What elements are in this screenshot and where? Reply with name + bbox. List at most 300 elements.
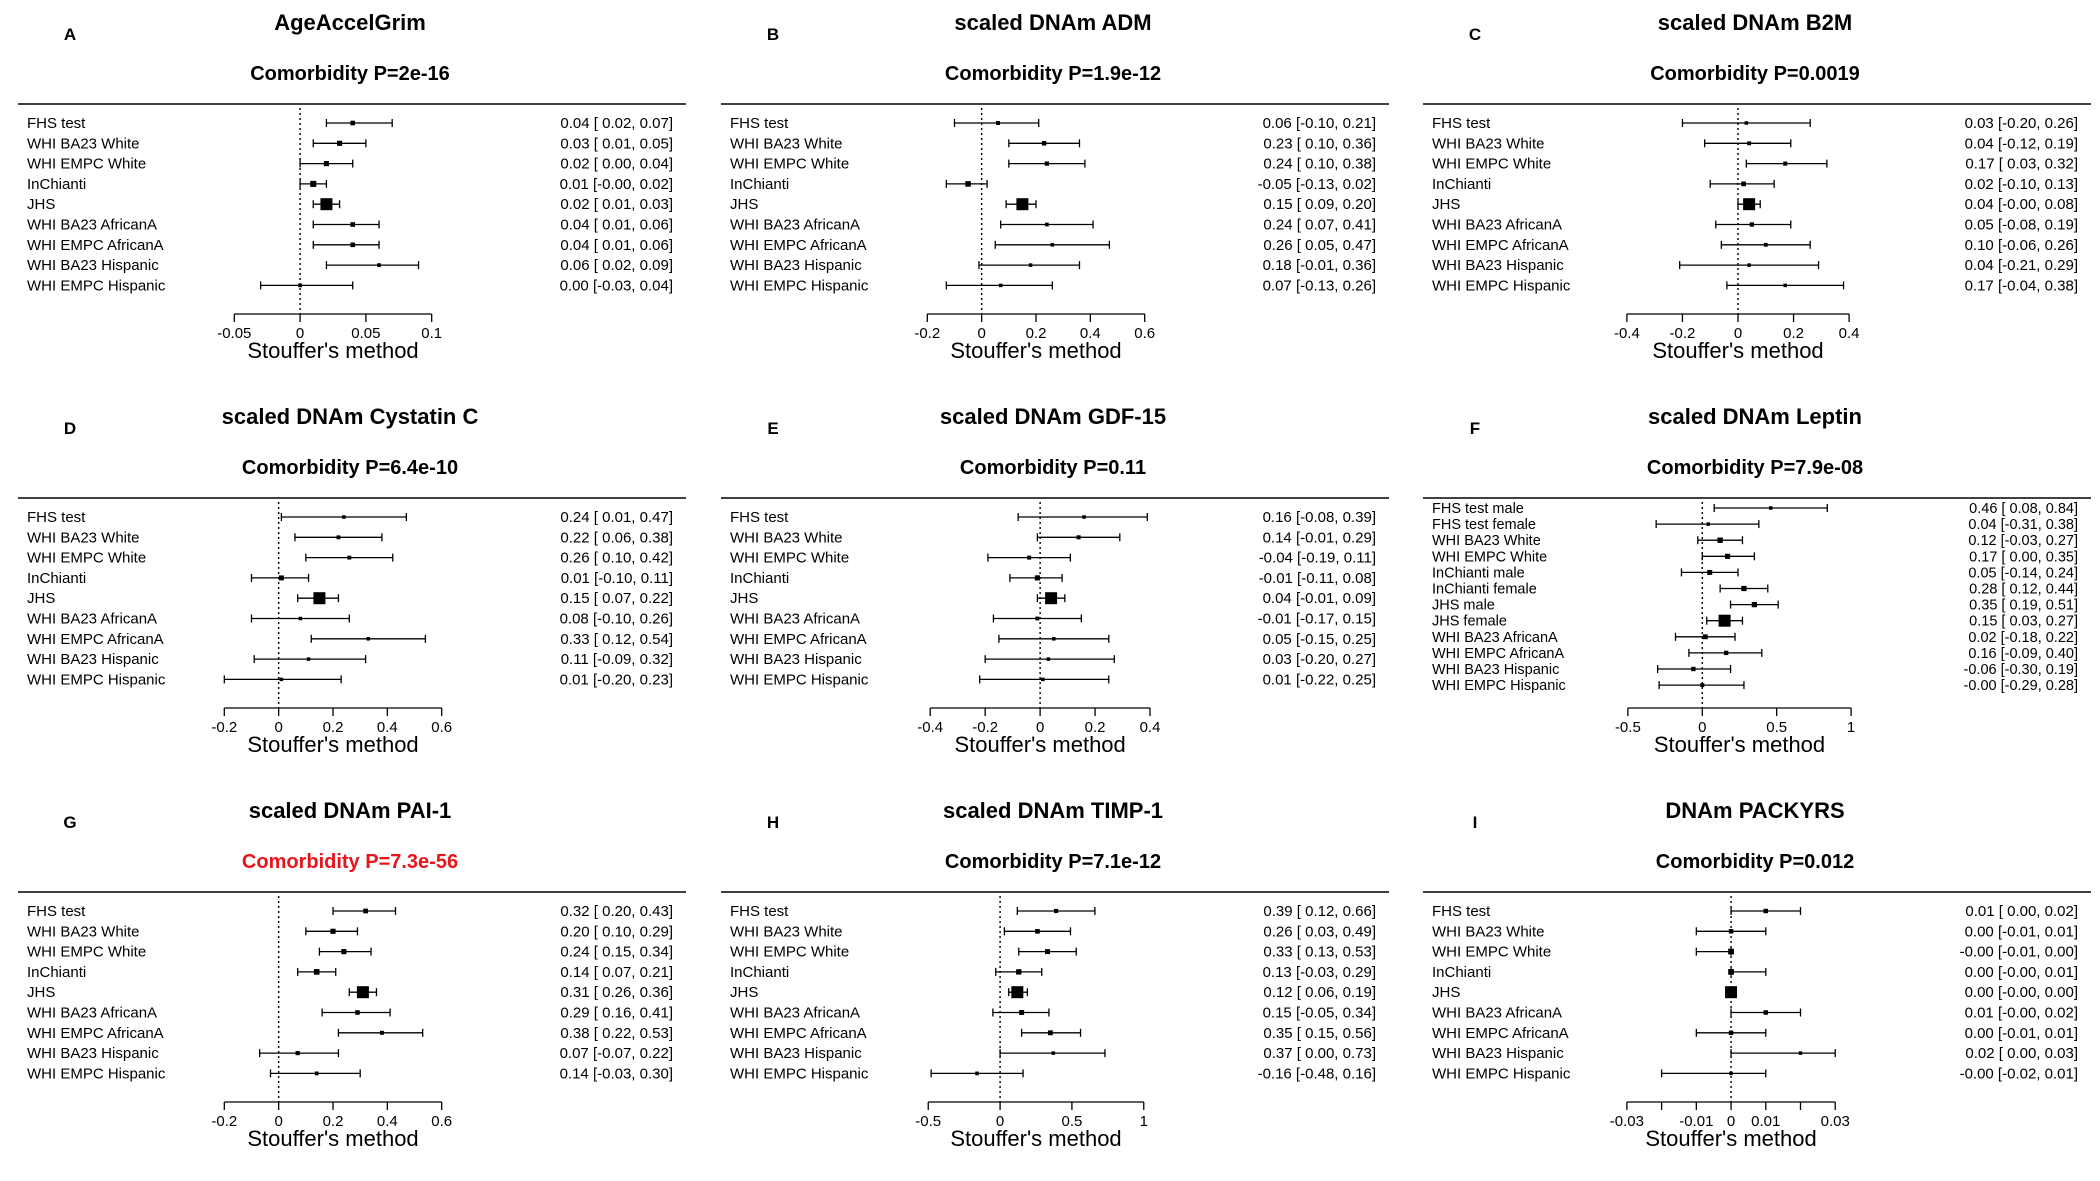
- point-estimate: [367, 637, 371, 641]
- x-axis-label: Stouffer's method: [247, 732, 419, 757]
- effect-ci-text: 0.02 [ 0.00, 0.04]: [560, 155, 673, 173]
- point-estimate: [1725, 986, 1737, 998]
- effect-ci-text: 0.02 [ 0.00, 0.03]: [1965, 1045, 2078, 1063]
- effect-ci-text: 0.15 [-0.05, 0.34]: [1262, 1004, 1376, 1022]
- effect-ci-text: 0.39 [ 0.12, 0.66]: [1263, 903, 1376, 920]
- study-label: WHI BA23 Hispanic: [27, 257, 159, 275]
- effect-ci-text: -0.01 [-0.11, 0.08]: [1258, 569, 1376, 587]
- point-estimate: [1752, 602, 1757, 607]
- study-label: FHS test male: [1432, 501, 1524, 517]
- effect-ci-text: 0.01 [-0.10, 0.11]: [560, 569, 673, 587]
- effect-ci-text: -0.00 [-0.02, 0.01]: [1959, 1065, 2078, 1083]
- effect-ci-text: 0.28 [ 0.12, 0.44]: [1969, 581, 2078, 598]
- x-tick-label: 0.6: [431, 1113, 453, 1130]
- effect-ci-text: 0.35 [ 0.19, 0.51]: [1969, 597, 2078, 614]
- x-axis-label: Stouffer's method: [1645, 1126, 1817, 1151]
- study-label: JHS: [27, 984, 56, 1002]
- point-estimate: [380, 1031, 384, 1035]
- study-label: InChianti: [27, 569, 87, 587]
- effect-ci-text: 0.26 [ 0.03, 0.49]: [1263, 923, 1376, 941]
- effect-ci-text: 0.04 [ 0.01, 0.06]: [560, 236, 673, 254]
- x-tick-label: 0: [274, 1113, 283, 1130]
- point-estimate: [313, 592, 325, 604]
- effect-ci-text: 0.04 [ 0.01, 0.06]: [560, 216, 673, 234]
- effect-ci-text: 0.06 [ 0.02, 0.09]: [560, 257, 673, 275]
- panel-title: scaled DNAm Leptin: [1648, 404, 1862, 429]
- study-label: WHI BA23 Hispanic: [730, 1045, 862, 1063]
- point-estimate: [342, 515, 346, 519]
- x-tick-label: 0.2: [1025, 325, 1047, 342]
- point-estimate: [1769, 506, 1773, 510]
- point-estimate: [1764, 243, 1768, 247]
- point-estimate: [1700, 683, 1704, 687]
- panel-title: scaled DNAm B2M: [1657, 10, 1853, 35]
- effect-ci-text: 0.37 [ 0.00, 0.73]: [1263, 1045, 1376, 1063]
- x-axis-label: Stouffer's method: [1652, 338, 1824, 363]
- study-label: WHI BA23 AfricanA: [1432, 629, 1558, 646]
- effect-ci-text: 0.24 [ 0.10, 0.38]: [1263, 155, 1376, 173]
- effect-ci-text: 0.00 [-0.03, 0.04]: [559, 277, 673, 295]
- point-estimate: [314, 969, 320, 975]
- study-label: WHI EMPC Hispanic: [730, 277, 869, 295]
- point-estimate: [350, 121, 355, 126]
- effect-ci-text: 0.17 [ 0.03, 0.32]: [1965, 155, 2078, 173]
- point-estimate: [279, 575, 284, 580]
- study-label: WHI EMPC AfricanA: [27, 630, 164, 648]
- panel-h: [721, 798, 1389, 1151]
- x-tick-label: 0.5: [1766, 719, 1788, 736]
- study-label: WHI BA23 White: [730, 529, 843, 547]
- effect-ci-text: 0.32 [ 0.20, 0.43]: [560, 903, 673, 920]
- panel-title: DNAm PACKYRS: [1665, 798, 1845, 823]
- study-label: InChianti male: [1432, 565, 1525, 582]
- x-tick-label: -0.01: [1679, 1113, 1714, 1130]
- x-tick-label: -0.2: [1669, 325, 1696, 342]
- effect-ci-text: 0.35 [ 0.15, 0.56]: [1263, 1024, 1376, 1042]
- study-label: InChianti: [27, 175, 87, 193]
- study-label: JHS: [730, 984, 759, 1002]
- effect-ci-text: 0.33 [ 0.12, 0.54]: [560, 630, 673, 648]
- study-label: WHI BA23 White: [27, 923, 140, 941]
- point-estimate: [315, 1072, 319, 1076]
- study-label: FHS test: [1432, 903, 1491, 920]
- point-estimate: [1054, 909, 1058, 913]
- study-label: WHI EMPC AfricanA: [1432, 1024, 1569, 1042]
- x-tick-label: 0.01: [1751, 1113, 1781, 1130]
- study-label: WHI BA23 Hispanic: [1432, 1045, 1564, 1063]
- x-tick-label: 0.4: [1079, 325, 1101, 342]
- study-label: InChianti: [1432, 963, 1492, 981]
- study-label: WHI BA23 White: [1432, 533, 1541, 550]
- study-label: InChianti: [1432, 175, 1492, 193]
- point-estimate: [310, 181, 316, 187]
- effect-ci-text: 0.12 [-0.03, 0.27]: [1968, 533, 2078, 550]
- effect-ci-text: -0.04 [-0.19, 0.11]: [1258, 549, 1376, 567]
- point-estimate: [1045, 223, 1049, 227]
- comorbidity-p-value: Comorbidity P=6.4e-10: [241, 457, 459, 479]
- panel-f: [1423, 404, 2091, 757]
- point-estimate: [965, 181, 971, 187]
- x-tick-label: 0: [977, 325, 986, 342]
- study-label: FHS test: [27, 903, 86, 920]
- study-label: WHI EMPC AfricanA: [730, 236, 867, 254]
- panel-a: [18, 10, 686, 363]
- study-label: WHI EMPC Hispanic: [27, 277, 166, 295]
- x-tick-label: 0.1: [421, 325, 443, 342]
- effect-ci-text: 0.11 [-0.09, 0.32]: [560, 651, 673, 669]
- point-estimate: [363, 909, 368, 914]
- comorbidity-p-value: Comorbidity P=1.9e-12: [944, 63, 1162, 85]
- study-label: JHS: [730, 590, 759, 608]
- study-label: WHI BA23 AfricanA: [27, 610, 158, 628]
- point-estimate: [320, 198, 332, 210]
- study-label: WHI EMPC AfricanA: [1432, 236, 1569, 254]
- point-estimate: [1707, 570, 1712, 575]
- effect-ci-text: 0.01 [-0.20, 0.23]: [559, 671, 673, 689]
- effect-ci-text: 0.05 [-0.15, 0.25]: [1262, 630, 1376, 648]
- point-estimate: [280, 678, 284, 682]
- effect-ci-text: 0.01 [-0.00, 0.02]: [1964, 1004, 2078, 1022]
- effect-ci-text: 0.01 [-0.00, 0.02]: [559, 175, 673, 193]
- effect-ci-text: 0.24 [ 0.07, 0.41]: [1263, 216, 1376, 234]
- study-label: JHS male: [1432, 597, 1495, 614]
- study-label: InChianti: [27, 963, 87, 981]
- study-label: WHI BA23 White: [730, 135, 843, 153]
- comorbidity-p-value: Comorbidity P=7.3e-56: [241, 851, 459, 873]
- study-label: WHI EMPC AfricanA: [27, 1024, 164, 1042]
- point-estimate: [1045, 592, 1057, 604]
- effect-ci-text: 0.04 [-0.00, 0.08]: [1964, 196, 2078, 214]
- effect-ci-text: 0.04 [-0.12, 0.19]: [1964, 135, 2078, 153]
- point-estimate: [1027, 556, 1031, 560]
- point-estimate: [1082, 515, 1086, 519]
- x-tick-label: 0.4: [376, 719, 398, 736]
- effect-ci-text: 0.18 [-0.01, 0.36]: [1262, 257, 1376, 275]
- effect-ci-text: 0.29 [ 0.16, 0.41]: [560, 1004, 673, 1022]
- x-tick-label: 0: [995, 1113, 1005, 1130]
- study-label: WHI EMPC Hispanic: [1432, 277, 1571, 295]
- study-label: WHI EMPC Hispanic: [1432, 1065, 1571, 1083]
- study-label: WHI BA23 White: [27, 529, 140, 547]
- study-label: WHI BA23 AfricanA: [27, 1004, 158, 1022]
- effect-ci-text: 0.16 [-0.09, 0.40]: [1968, 645, 2078, 662]
- point-estimate: [1051, 243, 1055, 247]
- point-estimate: [377, 263, 381, 267]
- point-estimate: [1041, 678, 1045, 682]
- study-label: WHI EMPC White: [27, 943, 147, 961]
- x-axis-label: Stouffer's method: [950, 1126, 1122, 1151]
- effect-ci-text: 0.13 [-0.03, 0.29]: [1262, 963, 1376, 981]
- point-estimate: [1764, 909, 1769, 914]
- comorbidity-p-value: Comorbidity P=0.0019: [1650, 63, 1860, 85]
- study-label: InChianti: [730, 569, 790, 587]
- comorbidity-p-value: Comorbidity P=7.1e-12: [944, 851, 1162, 873]
- x-tick-label: -0.4: [1613, 325, 1640, 342]
- study-label: JHS: [27, 590, 56, 608]
- point-estimate: [1741, 182, 1746, 187]
- x-tick-label: 0.2: [322, 1113, 344, 1130]
- x-tick-label: 0.6: [1134, 325, 1156, 342]
- study-label: WHI BA23 AfricanA: [1432, 1004, 1563, 1022]
- study-label: FHS test female: [1432, 517, 1536, 534]
- study-label: WHI EMPC White: [27, 549, 147, 567]
- x-tick-label: 0: [274, 719, 283, 736]
- panel-e: [721, 404, 1389, 757]
- study-label: WHI BA23 AfricanA: [1432, 216, 1563, 234]
- effect-ci-text: -0.01 [-0.17, 0.15]: [1257, 610, 1376, 628]
- point-estimate: [341, 949, 346, 954]
- x-axis-label: Stouffer's method: [1653, 732, 1826, 757]
- x-tick-label: 0.2: [1084, 719, 1106, 736]
- point-estimate: [1035, 617, 1039, 621]
- point-estimate: [975, 1072, 979, 1076]
- study-label: FHS test: [27, 509, 86, 526]
- x-tick-label: 0: [1733, 325, 1743, 342]
- study-label: WHI EMPC White: [730, 155, 850, 173]
- point-estimate: [1728, 969, 1734, 975]
- x-tick-label: 0.4: [1139, 719, 1161, 736]
- effect-ci-text: 0.00 [-0.01, 0.01]: [1964, 1024, 2078, 1042]
- effect-ci-text: -0.00 [-0.01, 0.00]: [1959, 943, 2078, 961]
- point-estimate: [1747, 263, 1751, 267]
- effect-ci-text: 0.46 [ 0.08, 0.84]: [1969, 501, 2078, 517]
- study-label: JHS: [1432, 196, 1461, 214]
- panel-title: scaled DNAm TIMP-1: [942, 798, 1164, 823]
- effect-ci-text: 0.04 [-0.31, 0.38]: [1968, 517, 2078, 534]
- point-estimate: [996, 121, 1000, 125]
- x-tick-label: 0.5: [1061, 1113, 1083, 1130]
- panel-letter: D: [63, 419, 77, 438]
- study-label: InChianti female: [1432, 581, 1537, 598]
- panel-letter: F: [1469, 419, 1481, 438]
- effect-ci-text: 0.03 [-0.20, 0.26]: [1964, 115, 2078, 132]
- effect-ci-text: 0.04 [-0.01, 0.09]: [1262, 590, 1376, 608]
- panel-letter: G: [63, 813, 77, 832]
- study-label: JHS: [730, 196, 759, 214]
- x-tick-label: 0: [1698, 719, 1707, 736]
- point-estimate: [1729, 1072, 1733, 1076]
- effect-ci-text: -0.05 [-0.13, 0.02]: [1257, 175, 1376, 193]
- effect-ci-text: 0.14 [ 0.07, 0.21]: [560, 963, 673, 981]
- panel-g: [18, 798, 686, 1151]
- study-label: WHI BA23 Hispanic: [27, 651, 159, 669]
- effect-ci-text: 0.33 [ 0.13, 0.53]: [1263, 943, 1376, 961]
- point-estimate: [337, 535, 341, 539]
- effect-ci-text: 0.00 [-0.01, 0.01]: [1964, 923, 2078, 941]
- effect-ci-text: 0.15 [ 0.03, 0.27]: [1969, 613, 2078, 630]
- x-axis-label: Stouffer's method: [247, 1126, 419, 1151]
- point-estimate: [1729, 1031, 1734, 1036]
- x-tick-label: -0.5: [915, 1113, 942, 1130]
- x-tick-label: -0.2: [972, 719, 999, 736]
- x-tick-label: -0.05: [217, 325, 252, 342]
- point-estimate: [355, 1010, 360, 1015]
- point-estimate: [1703, 634, 1708, 639]
- point-estimate: [1743, 198, 1755, 210]
- x-axis-label: Stouffer's method: [950, 338, 1122, 363]
- x-tick-label: 1: [1139, 1113, 1148, 1130]
- panel-letter: A: [63, 25, 77, 44]
- study-label: InChianti: [730, 963, 790, 981]
- study-label: WHI BA23 White: [27, 135, 140, 153]
- study-label: WHI EMPC Hispanic: [27, 1065, 166, 1083]
- study-label: WHI EMPC White: [730, 943, 850, 961]
- effect-ci-text: 0.12 [ 0.06, 0.19]: [1263, 984, 1376, 1002]
- effect-ci-text: 0.23 [ 0.10, 0.36]: [1263, 135, 1376, 153]
- point-estimate: [1011, 986, 1023, 998]
- comorbidity-p-value: Comorbidity P=2e-16: [250, 63, 450, 85]
- panel-letter: B: [766, 25, 780, 44]
- study-label: WHI BA23 AfricanA: [730, 610, 861, 628]
- point-estimate: [1035, 575, 1040, 580]
- study-label: WHI EMPC White: [27, 155, 147, 173]
- point-estimate: [1045, 161, 1049, 165]
- study-label: FHS test: [730, 509, 789, 526]
- point-estimate: [350, 222, 355, 227]
- x-tick-label: 0: [1726, 1113, 1736, 1130]
- panel-letter: H: [766, 813, 780, 832]
- panel-d: [18, 404, 686, 757]
- x-tick-label: -0.03: [1609, 1113, 1644, 1130]
- effect-ci-text: 0.01 [ 0.00, 0.02]: [1965, 903, 2078, 920]
- comorbidity-p-value: Comorbidity P=7.9e-08: [1646, 457, 1864, 479]
- panel-letter: C: [1468, 25, 1482, 44]
- panel-title: scaled DNAm GDF-15: [939, 404, 1167, 429]
- effect-ci-text: 0.07 [-0.07, 0.22]: [559, 1045, 673, 1063]
- effect-ci-text: 0.05 [-0.08, 0.19]: [1964, 216, 2078, 234]
- point-estimate: [1725, 554, 1730, 559]
- panel-title: scaled DNAm Cystatin C: [221, 404, 479, 429]
- study-label: WHI BA23 AfricanA: [730, 1004, 861, 1022]
- effect-ci-text: 0.26 [ 0.05, 0.47]: [1263, 236, 1376, 254]
- study-label: WHI EMPC Hispanic: [1432, 678, 1566, 695]
- study-label: WHI EMPC White: [730, 549, 850, 567]
- effect-ci-text: 0.22 [ 0.06, 0.38]: [560, 529, 673, 547]
- study-label: WHI BA23 AfricanA: [730, 216, 861, 234]
- panel-letter: E: [767, 419, 779, 438]
- point-estimate: [299, 617, 303, 621]
- point-estimate: [347, 556, 351, 560]
- study-label: WHI EMPC Hispanic: [27, 671, 166, 689]
- point-estimate: [1724, 651, 1728, 655]
- point-estimate: [296, 1051, 300, 1055]
- x-tick-label: -0.2: [211, 719, 238, 736]
- point-estimate: [1783, 162, 1787, 166]
- effect-ci-text: -0.06 [-0.30, 0.19]: [1963, 662, 2078, 678]
- point-estimate: [1051, 1051, 1055, 1055]
- x-tick-label: 0: [295, 325, 305, 342]
- study-label: WHI EMPC Hispanic: [730, 671, 869, 689]
- point-estimate: [1691, 667, 1695, 671]
- effect-ci-text: -0.16 [-0.48, 0.16]: [1257, 1065, 1376, 1083]
- effect-ci-text: 0.14 [-0.01, 0.29]: [1262, 529, 1376, 547]
- point-estimate: [1747, 141, 1751, 145]
- x-tick-label: 0: [1035, 719, 1045, 736]
- comorbidity-p-value: Comorbidity P=0.012: [1655, 851, 1855, 873]
- point-estimate: [324, 161, 329, 166]
- effect-ci-text: 0.03 [ 0.01, 0.05]: [560, 135, 673, 153]
- study-label: WHI BA23 Hispanic: [730, 257, 862, 275]
- x-tick-label: 1: [1846, 719, 1856, 736]
- study-label: FHS test: [27, 115, 86, 132]
- x-tick-label: 0.2: [1783, 325, 1804, 342]
- panel-title: scaled DNAm PAI-1: [248, 798, 452, 823]
- point-estimate: [298, 284, 302, 288]
- effect-ci-text: 0.01 [-0.22, 0.25]: [1262, 671, 1376, 689]
- x-axis-label: Stouffer's method: [954, 732, 1126, 757]
- study-label: JHS female: [1432, 613, 1507, 630]
- point-estimate: [1706, 522, 1710, 526]
- panel-title: AgeAccelGrim: [274, 10, 426, 35]
- study-label: WHI BA23 AfricanA: [27, 216, 158, 234]
- effect-ci-text: 0.24 [ 0.01, 0.47]: [560, 509, 673, 526]
- x-tick-label: 0.6: [431, 719, 453, 736]
- x-tick-label: -0.4: [917, 719, 944, 736]
- study-label: WHI BA23 White: [1432, 135, 1545, 153]
- effect-ci-text: 0.15 [ 0.07, 0.22]: [560, 590, 673, 608]
- point-estimate: [337, 141, 342, 146]
- x-tick-label: 0.05: [351, 325, 381, 342]
- point-estimate: [1719, 615, 1731, 627]
- x-tick-label: -0.2: [211, 1113, 238, 1130]
- effect-ci-text: 0.31 [ 0.26, 0.36]: [560, 984, 673, 1002]
- point-estimate: [357, 986, 369, 998]
- x-tick-label: 0.2: [322, 719, 344, 736]
- study-label: WHI EMPC AfricanA: [1432, 645, 1565, 662]
- study-label: WHI EMPC White: [1432, 549, 1548, 566]
- x-tick-label: 0.4: [1838, 325, 1860, 342]
- effect-ci-text: 0.05 [-0.14, 0.24]: [1968, 565, 2078, 582]
- study-label: WHI BA23 Hispanic: [1432, 257, 1564, 275]
- study-label: InChianti: [730, 175, 790, 193]
- point-estimate: [1783, 284, 1787, 288]
- effect-ci-text: 0.00 [-0.00, 0.00]: [1964, 984, 2078, 1002]
- effect-ci-text: 0.26 [ 0.10, 0.42]: [560, 549, 673, 567]
- study-label: WHI EMPC AfricanA: [730, 630, 867, 648]
- study-label: FHS test: [1432, 115, 1491, 132]
- point-estimate: [1052, 637, 1056, 641]
- study-label: JHS: [1432, 984, 1461, 1002]
- point-estimate: [1750, 222, 1754, 226]
- effect-ci-text: 0.00 [-0.00, 0.01]: [1964, 963, 2078, 981]
- study-label: JHS: [27, 196, 56, 214]
- x-axis-label: Stouffer's method: [247, 338, 419, 363]
- x-tick-label: -0.2: [914, 325, 941, 342]
- effect-ci-text: 0.14 [-0.03, 0.30]: [559, 1065, 673, 1083]
- point-estimate: [1745, 121, 1749, 125]
- point-estimate: [1728, 949, 1734, 955]
- point-estimate: [1799, 1051, 1803, 1055]
- effect-ci-text: 0.08 [-0.10, 0.26]: [559, 610, 673, 628]
- point-estimate: [1029, 263, 1033, 267]
- point-estimate: [350, 242, 355, 247]
- x-tick-label: 0.03: [1820, 1113, 1850, 1130]
- study-label: WHI BA23 White: [730, 923, 843, 941]
- point-estimate: [1048, 1030, 1053, 1035]
- effect-ci-text: 0.38 [ 0.22, 0.53]: [560, 1024, 673, 1042]
- effect-ci-text: 0.02 [ 0.01, 0.03]: [560, 196, 673, 214]
- point-estimate: [1764, 1010, 1769, 1015]
- point-estimate: [1035, 929, 1040, 934]
- point-estimate: [1077, 535, 1081, 539]
- point-estimate: [1717, 538, 1722, 543]
- x-tick-label: 0.4: [376, 1113, 398, 1130]
- comorbidity-p-value: Comorbidity P=0.11: [959, 457, 1147, 479]
- x-tick-label: -0.5: [1614, 719, 1641, 736]
- study-label: WHI BA23 White: [1432, 923, 1545, 941]
- point-estimate: [1047, 657, 1051, 661]
- effect-ci-text: -0.00 [-0.29, 0.28]: [1963, 678, 2078, 695]
